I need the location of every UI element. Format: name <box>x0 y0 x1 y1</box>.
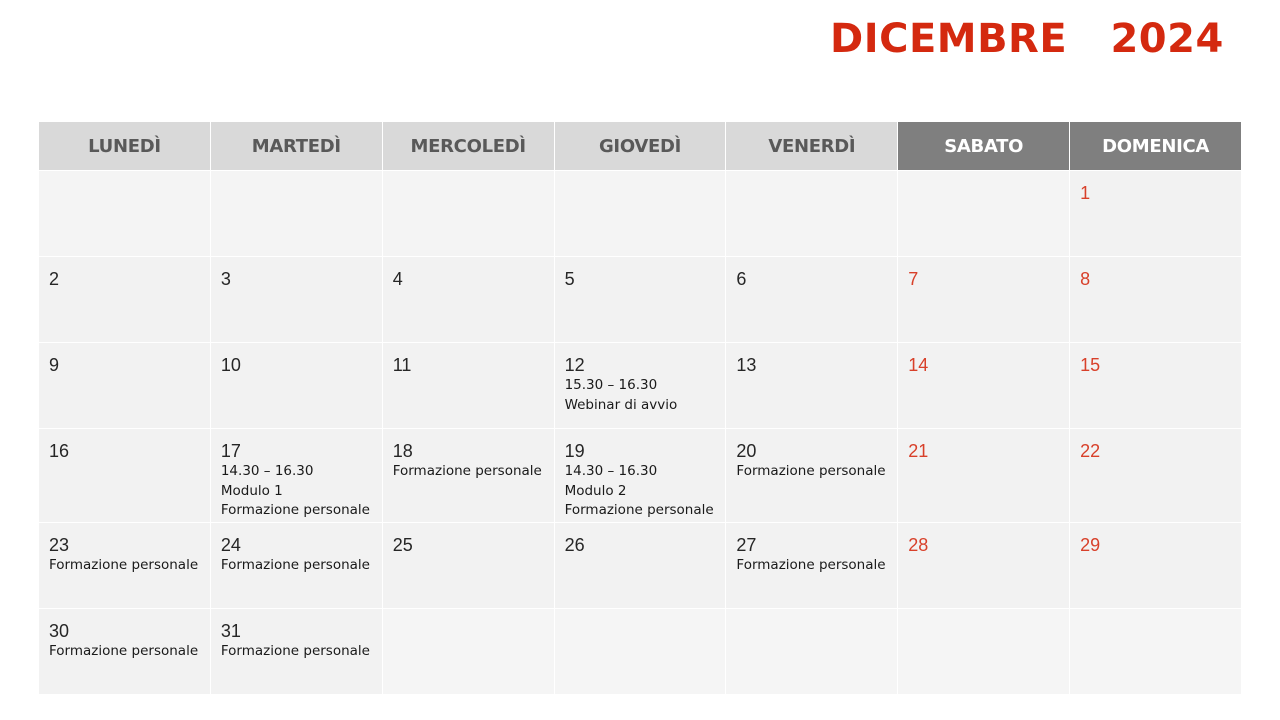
event-line: Modulo 1 <box>220 482 283 499</box>
event-line: Modulo 2 <box>564 482 627 499</box>
header-sabato: SABATO <box>898 122 1069 170</box>
header-venerdi: VENERDÌ <box>726 122 897 170</box>
header-giovedi: GIOVEDÌ <box>555 122 726 170</box>
day-number: 7 <box>908 269 919 289</box>
day-number: 14 <box>908 355 929 375</box>
event-line: Webinar di avvio <box>564 396 678 413</box>
day-cell-18[interactable] <box>383 429 554 522</box>
day-number: 13 <box>736 355 757 375</box>
empty-day-cell-venerdi <box>726 171 897 256</box>
day-cell-7[interactable] <box>898 257 1069 342</box>
header-domenica: DOMENICA <box>1070 122 1241 170</box>
day-cell-5[interactable] <box>555 257 726 342</box>
day-number: 25 <box>392 535 413 555</box>
empty-day-cell-giovedi <box>555 171 726 256</box>
day-number: 16 <box>49 441 70 461</box>
day-cell-12[interactable] <box>555 343 726 428</box>
day-number: 18 <box>392 441 413 461</box>
event-line: Formazione personale <box>392 463 542 479</box>
day-number: 21 <box>908 441 929 461</box>
day-cell-15[interactable] <box>1070 343 1241 428</box>
event-line: 14.30 – 16.30 <box>564 463 658 479</box>
day-cell-30[interactable] <box>39 609 210 694</box>
day-cell-13[interactable] <box>726 343 897 428</box>
day-cell-3[interactable] <box>211 257 382 342</box>
day-cell-8[interactable] <box>1070 257 1241 342</box>
day-cell-21[interactable] <box>898 429 1069 522</box>
day-cell-23[interactable] <box>39 523 210 608</box>
day-number: 10 <box>220 355 241 375</box>
event-line: Formazione personale <box>49 643 199 659</box>
day-cell-26[interactable] <box>555 523 726 608</box>
day-number: 1 <box>1080 183 1091 203</box>
empty-day-cell-mercoledi <box>383 609 554 694</box>
day-number: 27 <box>736 535 757 555</box>
day-number: 24 <box>220 535 241 555</box>
day-number: 2 <box>49 269 60 289</box>
day-cell-9[interactable] <box>39 343 210 428</box>
day-cell-27[interactable] <box>726 523 897 608</box>
day-number: 15 <box>1080 355 1101 375</box>
calendar-grid <box>39 122 1241 688</box>
day-number: 22 <box>1080 441 1101 461</box>
day-cell-10[interactable] <box>211 343 382 428</box>
day-number: 30 <box>49 621 70 641</box>
day-cell-16[interactable] <box>39 429 210 522</box>
day-cell-29[interactable] <box>1070 523 1241 608</box>
event-line: Formazione personale <box>220 557 370 573</box>
day-cell-31[interactable] <box>211 609 382 694</box>
day-number: 31 <box>220 621 241 641</box>
day-number: 20 <box>736 441 757 461</box>
empty-day-cell-sabato <box>898 171 1069 256</box>
event-line: 15.30 – 16.30 <box>564 377 658 393</box>
day-cell-24[interactable] <box>211 523 382 608</box>
day-number: 29 <box>1080 535 1101 555</box>
day-number: 23 <box>49 535 70 555</box>
event-line: Formazione personale <box>49 557 199 573</box>
day-number: 3 <box>220 269 231 289</box>
day-cell-1[interactable] <box>1070 171 1241 256</box>
day-number: 11 <box>392 355 412 375</box>
event-line: Formazione personale <box>220 502 370 518</box>
empty-day-cell-domenica <box>1070 609 1241 694</box>
event-line: Formazione personale <box>220 643 370 659</box>
day-cell-6[interactable] <box>726 257 897 342</box>
empty-day-cell-mercoledi <box>383 171 554 256</box>
day-cell-28[interactable] <box>898 523 1069 608</box>
header-mercoledi: MERCOLEDÌ <box>383 122 554 170</box>
day-number: 26 <box>564 535 585 555</box>
day-cell-25[interactable] <box>383 523 554 608</box>
day-cell-17[interactable] <box>211 429 382 522</box>
day-number: 6 <box>736 269 747 289</box>
day-number: 5 <box>564 269 575 289</box>
day-number: 8 <box>1080 269 1091 289</box>
day-number: 17 <box>220 441 241 461</box>
calendar-title: DICEMBRE 2024 <box>830 16 1224 62</box>
header-martedi: MARTEDÌ <box>211 122 382 170</box>
empty-day-cell-lunedi <box>39 171 210 256</box>
header-lunedi: LUNEDÌ <box>39 122 210 170</box>
empty-day-cell-sabato <box>898 609 1069 694</box>
day-cell-20[interactable] <box>726 429 897 522</box>
empty-day-cell-giovedi <box>555 609 726 694</box>
day-number: 9 <box>49 355 60 375</box>
empty-day-cell-martedi <box>211 171 382 256</box>
day-cell-4[interactable] <box>383 257 554 342</box>
day-cell-2[interactable] <box>39 257 210 342</box>
event-line: Formazione personale <box>736 463 886 479</box>
day-cell-11[interactable] <box>383 343 554 428</box>
day-cell-14[interactable] <box>898 343 1069 428</box>
empty-day-cell-venerdi <box>726 609 897 694</box>
day-number: 12 <box>564 355 585 375</box>
event-line: Formazione personale <box>736 557 886 573</box>
day-number: 4 <box>392 269 403 289</box>
day-cell-19[interactable] <box>555 429 726 522</box>
day-number: 28 <box>908 535 929 555</box>
day-number: 19 <box>564 441 585 461</box>
event-line: Formazione personale <box>564 502 714 518</box>
event-line: 14.30 – 16.30 <box>220 463 314 479</box>
day-cell-22[interactable] <box>1070 429 1241 522</box>
